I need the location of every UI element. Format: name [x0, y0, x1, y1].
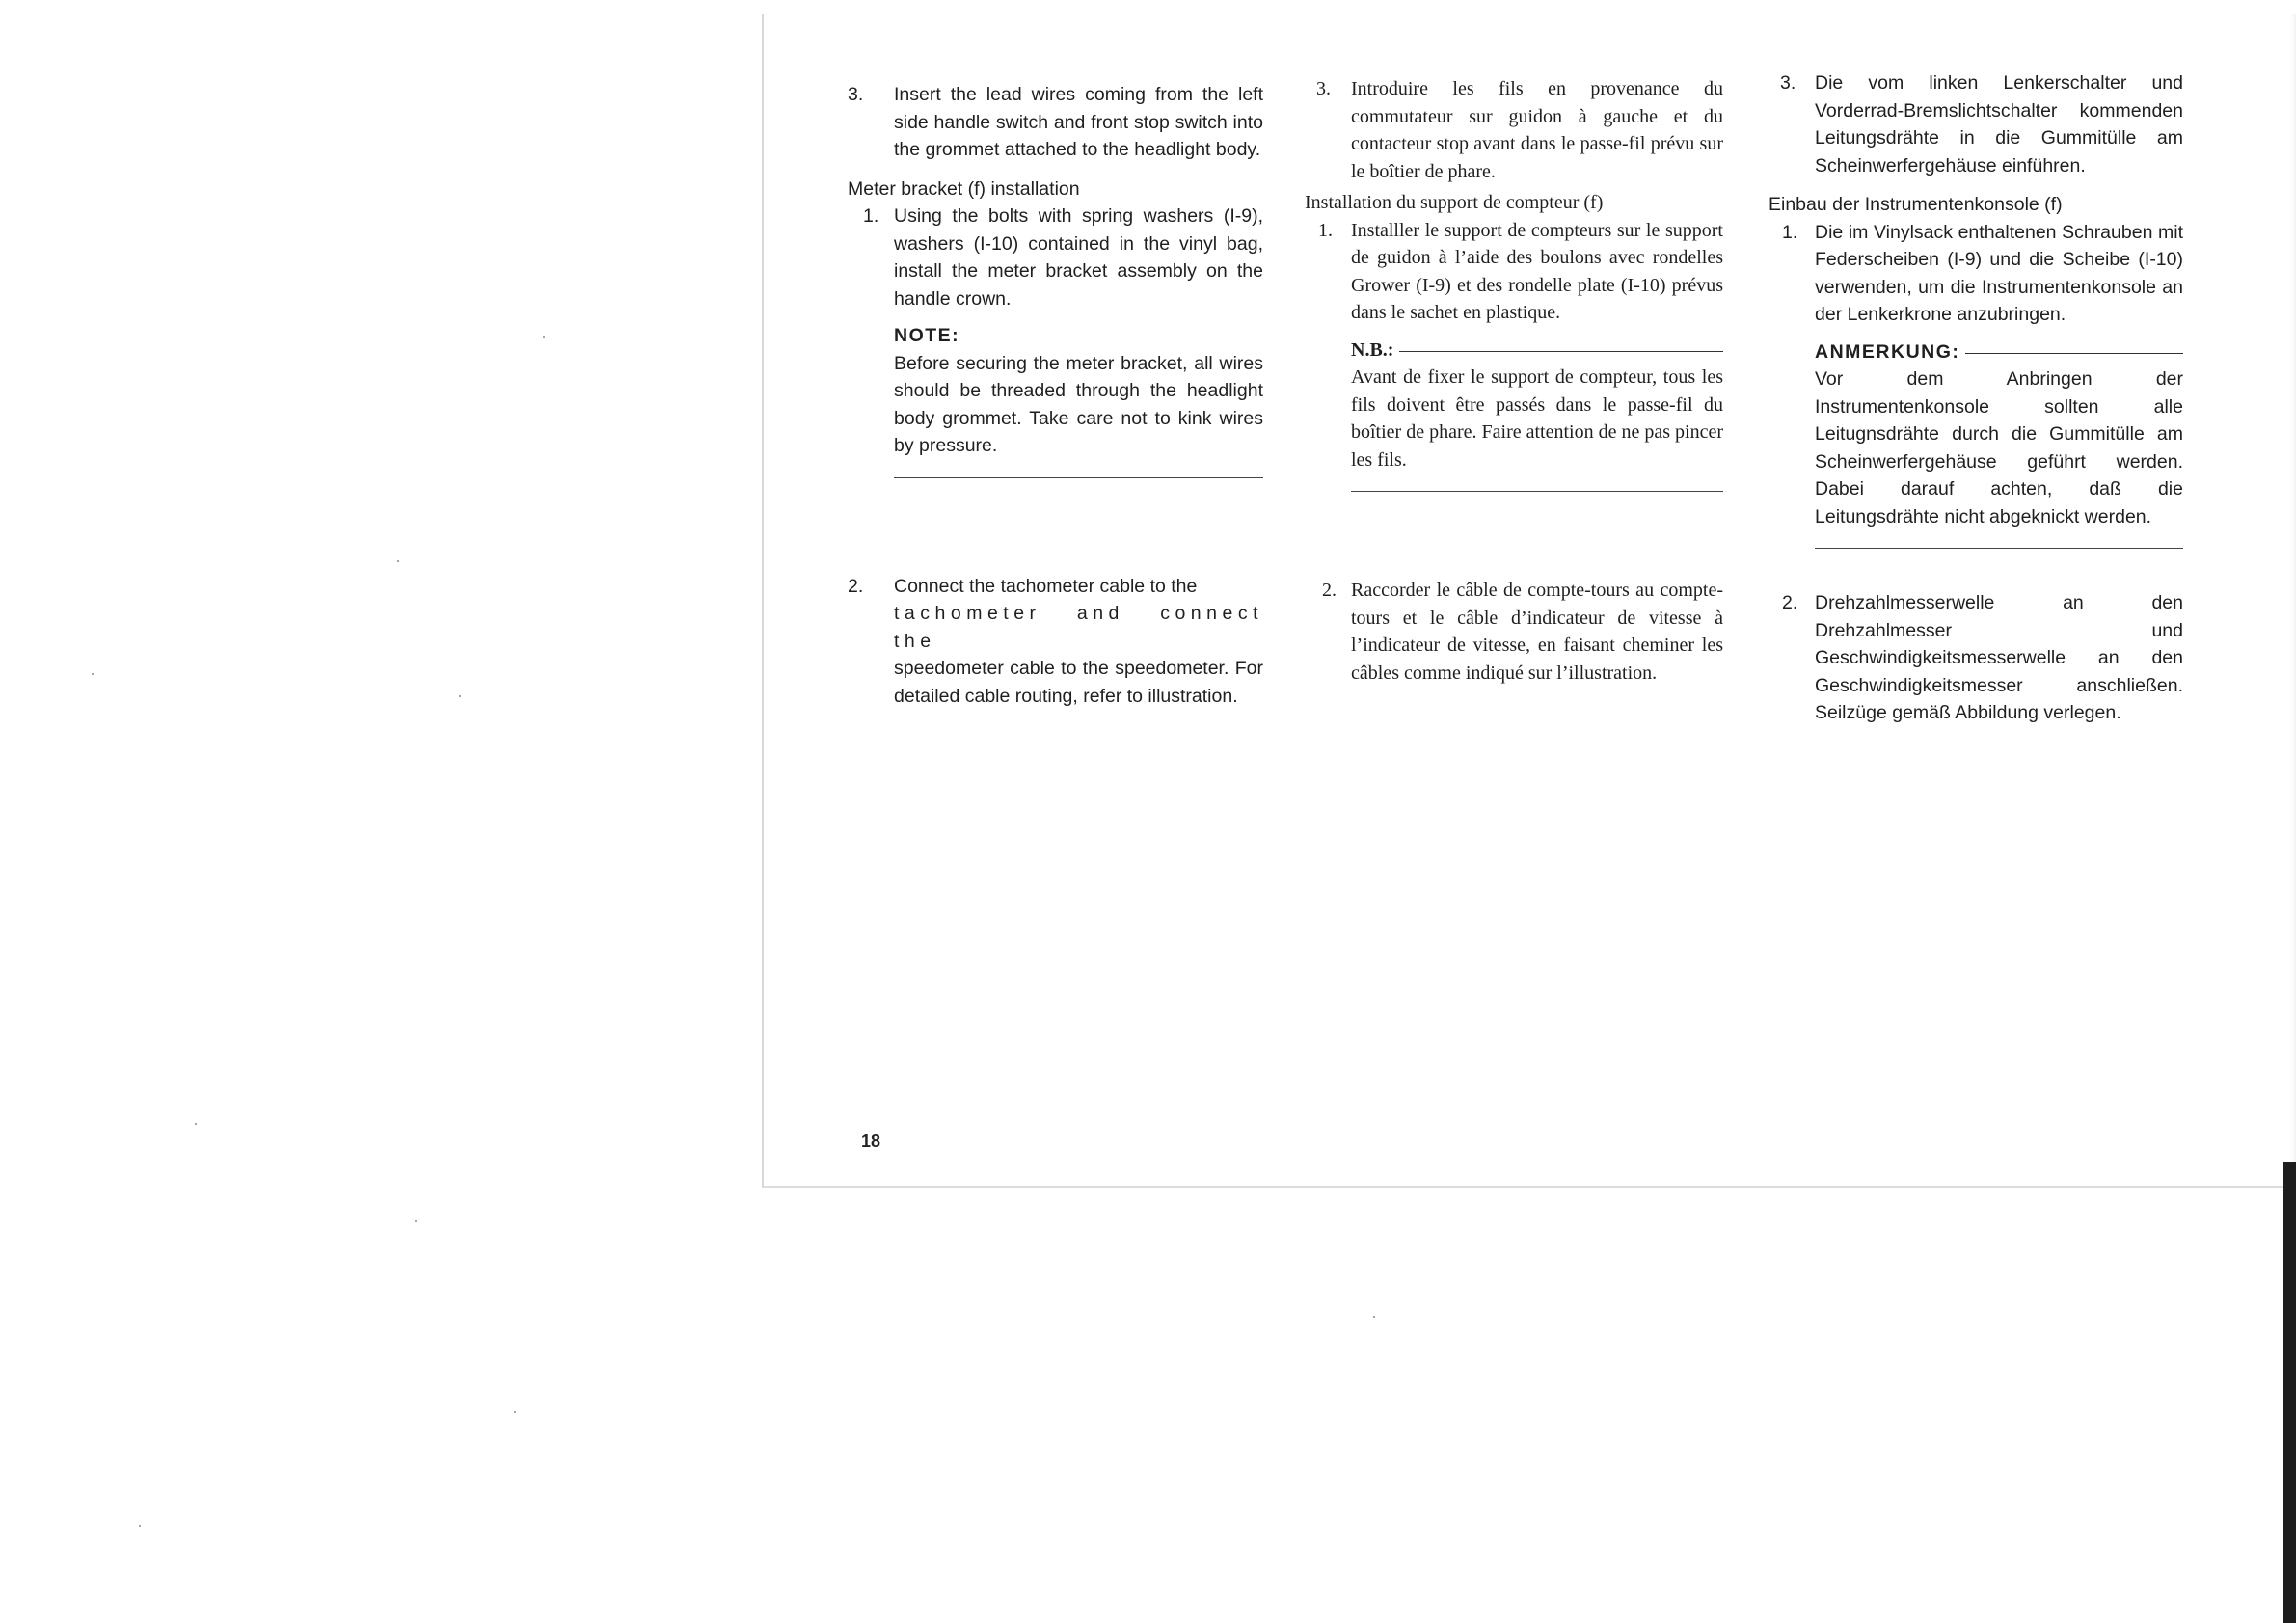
en-step-2-rest: speedometer cable to the speedometer. For detailed cable routing, refer to illustration. [894, 658, 1263, 707]
fr-step-1-text: Installler le support de compteurs sur le support de guidon à l’aide des boulons avec rondelles Grower (I-9) et des rondelle plate (I-10) prévus dans le sachet en plastique. [1351, 219, 1723, 323]
fr-step-2-text: Raccorder le câble de compte-tours au compte-tours et le câble d’indicateur de vitesse à l’indicateur de vitesse, en faisant cheminer les câbles comme indiqué sur l’illustration. [1351, 580, 1723, 684]
scan-speck [139, 1525, 141, 1527]
scan-speck [195, 1123, 197, 1125]
en-step-1 [848, 203, 1263, 478]
page-number: 18 [861, 1131, 881, 1150]
scan-speck [543, 336, 545, 338]
de-note-text: Vor dem Anbringen der Instrumentenkonsole sollten alle Leitugnsdrähte durch die Gummitülle am Scheinwerfergehäuse geführt werden. Dabei darauf achten, daß die Leitungsdrähte nicht abgeknickt werden. [1815, 368, 2183, 527]
de-step-3-number: 3. [1780, 72, 1796, 94]
en-note-end-rule [894, 477, 1263, 478]
en-note-header [894, 322, 1263, 350]
de-note-rule [1965, 353, 2183, 354]
fr-step-3-text: Introduire les fils en provenance du commutateur sur guidon à gauche et du contacteur stop avant dans le passe-fil prévu sur le boîtier de phare. [1351, 78, 1723, 182]
en-step-3 [848, 81, 1263, 164]
fr-step-2 [1305, 577, 1723, 687]
de-note-header [1815, 338, 2183, 366]
de-note-end-rule [1815, 548, 2183, 549]
fr-step-1-number: 1. [1318, 219, 1333, 241]
fr-note-label: N.B.: [1351, 338, 1394, 361]
en-section-heading: Meter bracket (f) installation [848, 177, 1080, 200]
scan-speck [1373, 1316, 1375, 1318]
page-edge-shadow [2283, 1162, 2296, 1623]
fr-step-3-number: 3. [1316, 78, 1331, 99]
en-step-1-number: 1. [863, 205, 879, 227]
en-step-3-number: 3. [848, 84, 864, 105]
fr-step-3 [1305, 75, 1723, 185]
fr-step-1 [1305, 217, 1723, 493]
scan-speck [415, 1220, 417, 1222]
fr-step-2-number: 2. [1322, 580, 1337, 601]
scan-speck [459, 695, 461, 697]
english-column [848, 81, 1263, 710]
en-step-2 [848, 573, 1263, 711]
en-step-1-text: Using the bolts with spring washers (I-9), washers (I-10) contained in the vinyl bag, install the meter bracket assembly on the handle crown. [894, 205, 1263, 310]
de-step-1-number: 1. [1782, 221, 1798, 243]
de-note-label: ANMERKUNG: [1815, 340, 1960, 363]
en-note-label: NOTE: [894, 325, 960, 346]
de-step-3 [1769, 69, 2183, 179]
fr-note-text: Avant de fixer le support de compteur, tous les fils doivent être passés dans le passe-fil du boîtier de phare. Faire attention de ne pas pincer les fils. [1351, 366, 1723, 471]
french-column [1305, 75, 1723, 687]
de-step-1 [1769, 219, 2183, 550]
de-step-3-text: Die vom linken Lenkerschalter und Vorderrad-Bremslichtschalter kommenden Leitungsdrähte in die Gummitülle am Scheinwerfergehäuse einführen. [1815, 72, 2183, 176]
de-section-heading: Einbau der Instrumentenkonsole (f) [1769, 194, 2063, 215]
scan-speck [92, 673, 94, 675]
en-step-2-line1: Connect the tachometer cable to the [894, 575, 1198, 597]
de-step-1-text: Die im Vinylsack enthaltenen Schrauben mit Federscheiben (I-9) und die Scheibe (I-10) verwenden, um die Instrumentenkonsole an der Lenkerkrone anzubringen. [1815, 221, 2183, 325]
fr-note-end-rule [1351, 491, 1723, 492]
en-step-2-number: 2. [848, 575, 864, 597]
en-note-text: Before securing the meter bracket, all wires should be threaded through the headlight body grommet. Take care not to kink wires by pressure. [894, 352, 1263, 456]
de-step-2 [1769, 589, 2183, 727]
fr-section-heading: Installation du support de compteur (f) [1305, 192, 1604, 213]
scan-speck [397, 560, 399, 562]
german-column [1769, 69, 2183, 727]
en-step-3-text: Insert the lead wires coming from the left side handle switch and front stop switch into the grommet attached to the headlight body. [894, 84, 1263, 160]
scan-speck [514, 1411, 516, 1413]
de-step-2-number: 2. [1782, 592, 1798, 613]
fr-note-header [1351, 337, 1723, 365]
en-step-2-line2: tachometer and connect the [894, 603, 1263, 652]
fr-note-rule [1399, 351, 1723, 352]
de-step-2-text: Drehzahlmesserwelle an den Drehzahlmesser und Geschwindigkeitsmesserwelle an den Geschwindigkeitsmesser anschließen. Seilzüge gemäß Abbildung verlegen. [1815, 592, 2183, 723]
